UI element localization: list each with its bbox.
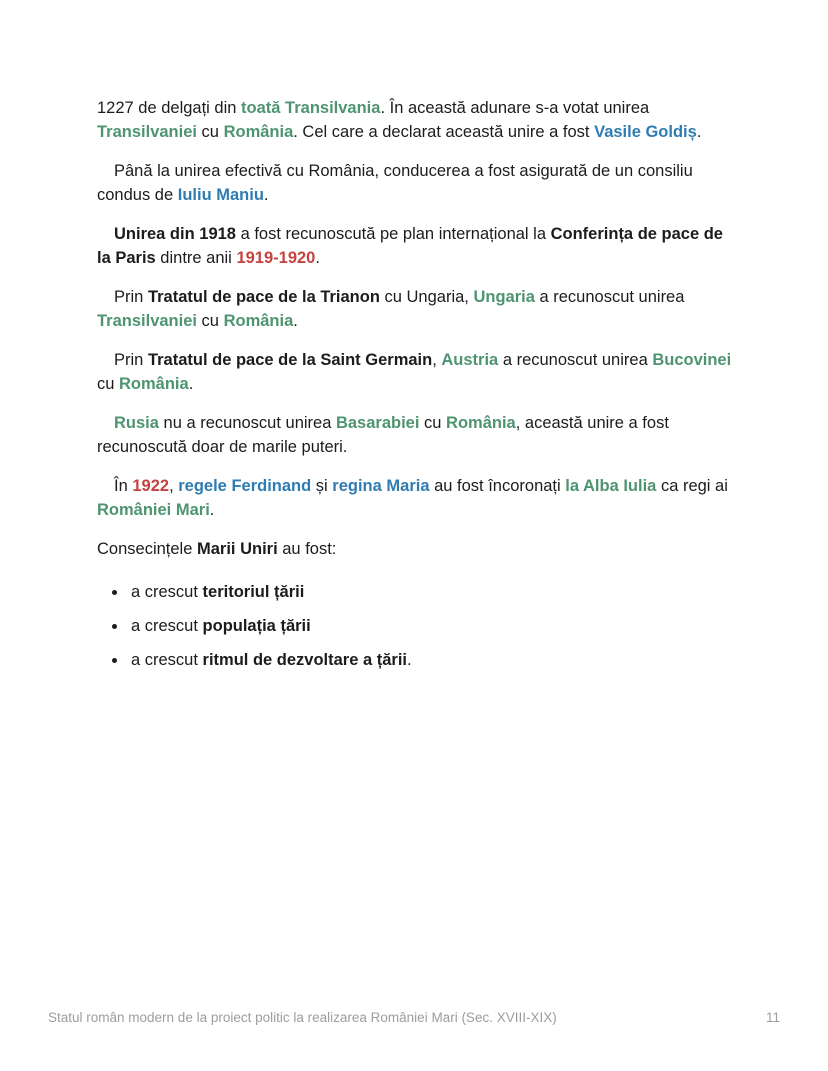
text-segment: Austria — [441, 351, 499, 369]
text-segment: . — [188, 375, 194, 393]
paragraph — [97, 411, 733, 459]
text-segment: cu — [97, 375, 120, 393]
text-segment: a recunoscut unirea — [498, 351, 653, 369]
text-segment: a crescut — [131, 583, 203, 601]
text-segment: Transilvaniei — [97, 312, 197, 330]
page-footer — [48, 1010, 780, 1025]
text-segment: au fost încoronați — [429, 477, 566, 495]
text-segment: dintre anii — [155, 249, 237, 267]
paragraph — [97, 285, 733, 333]
text-segment: regele Ferdinand — [178, 477, 312, 495]
footer-title: Statul român modern de la proiect politic la realizarea României Mari (Sec. XVIII-XIX) — [48, 1010, 557, 1025]
page-number: 11 — [765, 1010, 780, 1025]
paragraph — [97, 159, 733, 207]
paragraph — [97, 474, 733, 522]
text-segment: cu — [419, 414, 447, 432]
text-segment: Vasile Goldiș — [594, 123, 697, 141]
text-segment: . În această adunare s-a votat unirea — [380, 99, 650, 117]
list-item — [128, 614, 733, 638]
text-segment: au fost: — [277, 540, 337, 558]
text-segment: . — [209, 501, 215, 519]
text-segment: a crescut — [131, 651, 203, 669]
text-segment: Conferința de pace de la Paris — [97, 225, 723, 267]
paragraph — [97, 222, 733, 270]
text-segment: . — [407, 651, 412, 669]
consequences-list — [97, 580, 733, 672]
content-blocks — [97, 96, 733, 682]
text-segment: Ungaria — [473, 288, 535, 306]
text-segment: România — [223, 312, 294, 330]
text-segment: Tratatul de pace de la Saint Germain — [147, 351, 433, 369]
text-segment: 1919-1920 — [236, 249, 316, 267]
text-segment: ritmul de dezvoltare a țării — [202, 651, 408, 669]
text-segment: a fost recunoscută pe plan internațional la — [235, 225, 551, 243]
text-segment: Marii Uniri — [196, 540, 278, 558]
text-segment: Transilvaniei — [97, 123, 197, 141]
text-segment: Bucovinei — [652, 351, 732, 369]
text-segment: regina Maria — [332, 477, 430, 495]
text-segment: 1922 — [132, 477, 170, 495]
text-segment: Prin — [114, 351, 148, 369]
text-segment: Până la unirea efectivă cu România, conducerea a fost asigurată de un consiliu condus de — [97, 162, 693, 204]
text-segment: Basarabiei — [335, 414, 420, 432]
text-segment: și — [311, 477, 333, 495]
list-item — [128, 580, 733, 604]
text-segment: România — [119, 375, 189, 393]
text-segment: Prin — [114, 288, 148, 306]
text-segment: Consecințele — [97, 540, 197, 558]
text-segment: teritoriul țării — [202, 583, 305, 601]
paragraph — [97, 537, 733, 561]
text-segment: . — [696, 123, 702, 141]
text-segment: a recunoscut unirea — [534, 288, 685, 306]
text-segment: României Mari — [97, 501, 210, 519]
text-segment: În — [114, 477, 133, 495]
paragraph — [97, 348, 733, 396]
text-segment: a crescut — [131, 617, 203, 635]
text-segment: . — [293, 312, 298, 330]
text-segment: cu Ungaria, — [379, 288, 474, 306]
paragraph — [97, 96, 733, 144]
list-item — [128, 648, 733, 672]
text-segment: , această unire a fost recunoscută doar de marile puteri. — [97, 414, 669, 456]
text-segment: . — [263, 186, 269, 204]
text-segment: România — [223, 123, 294, 141]
text-segment: . — [315, 249, 320, 267]
text-segment: , — [432, 351, 442, 369]
text-segment: nu a recunoscut unirea — [158, 414, 336, 432]
text-segment: cu — [196, 312, 224, 330]
text-segment: la Alba Iulia — [565, 477, 657, 495]
text-segment: Tratatul de pace de la Trianon — [147, 288, 380, 306]
text-segment: ca regi ai — [656, 477, 728, 495]
text-segment: populația țării — [202, 617, 311, 635]
text-segment: 1227 de delgați din — [97, 99, 242, 117]
text-segment: , — [169, 477, 179, 495]
text-segment: Iuliu Maniu — [177, 186, 264, 204]
text-segment: Rusia — [114, 414, 159, 432]
text-segment: cu — [196, 123, 224, 141]
text-segment: toată Transilvania — [241, 99, 381, 117]
text-segment: . Cel care a declarat această unire a fost — [293, 123, 595, 141]
text-segment: România — [446, 414, 516, 432]
text-segment: Unirea din 1918 — [114, 225, 236, 243]
